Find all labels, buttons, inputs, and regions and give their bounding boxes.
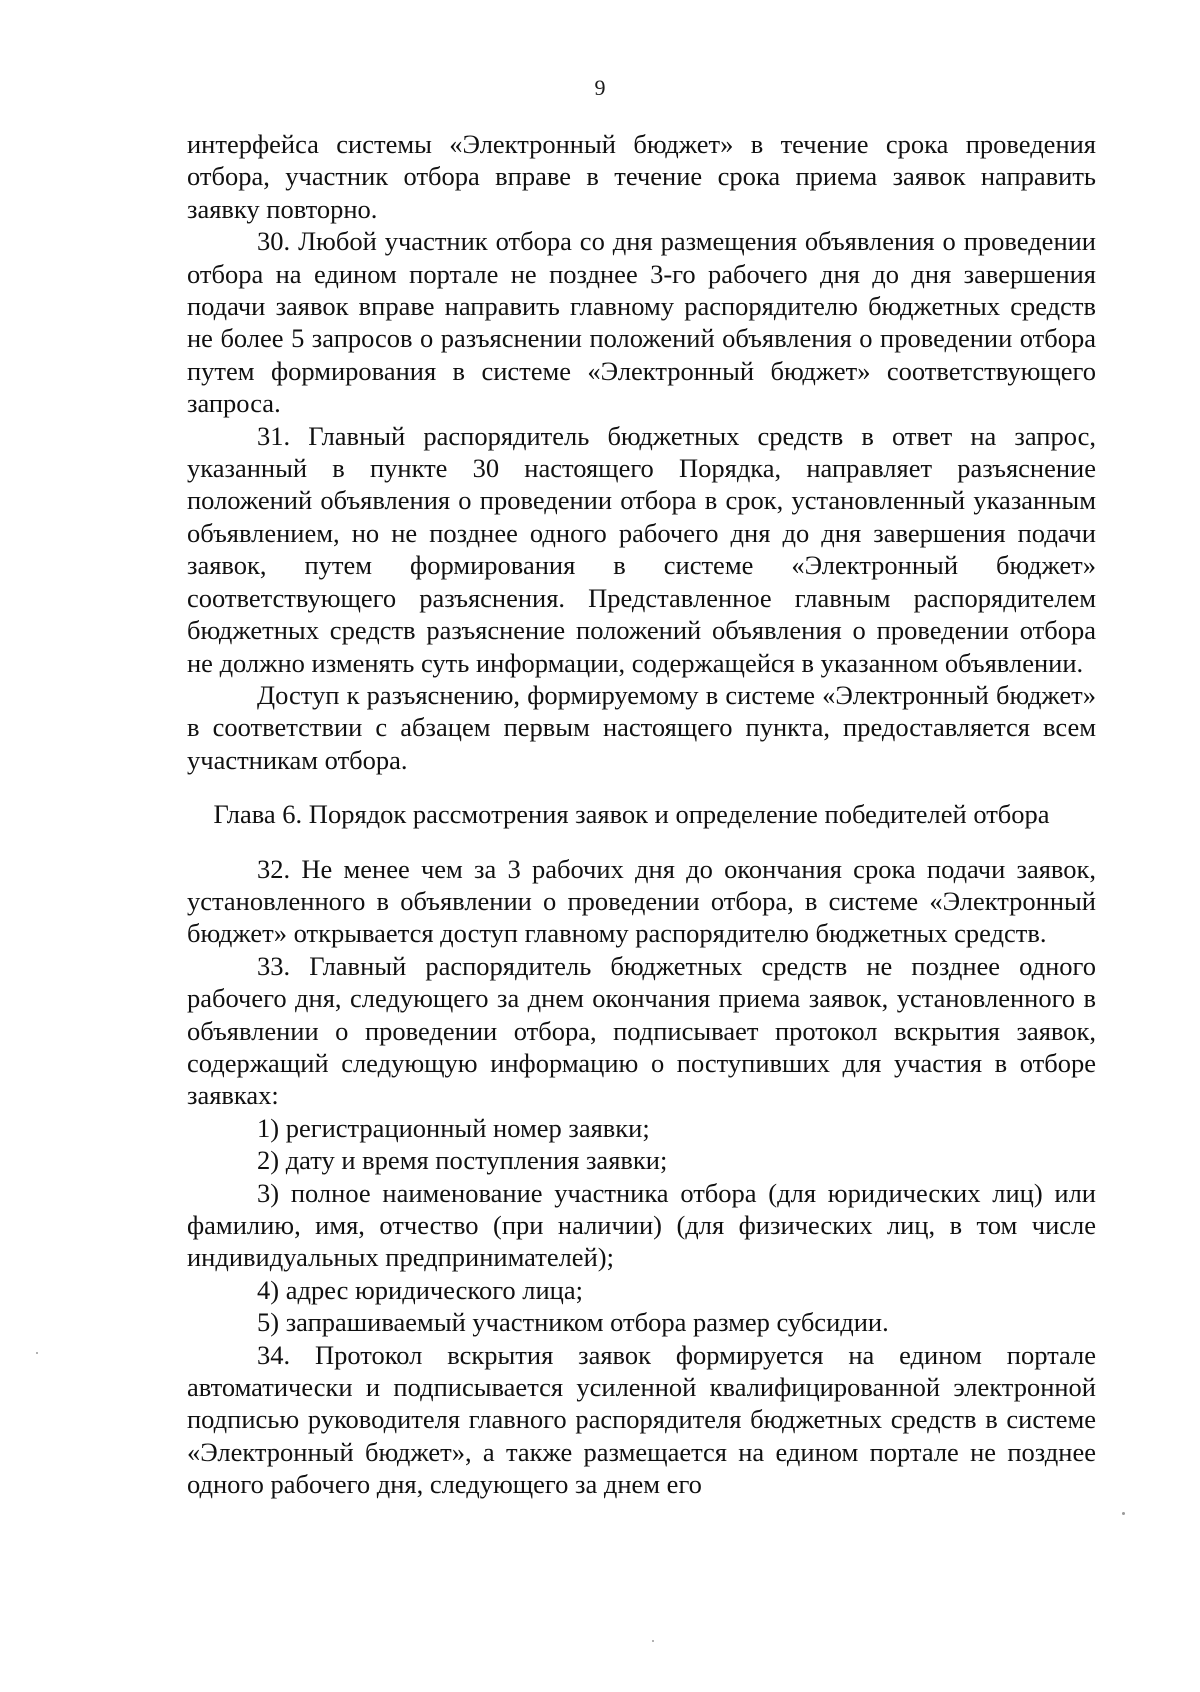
- scan-speck: [36, 1352, 38, 1354]
- paragraph-31-access: Доступ к разъяснению, формируемому в системе «Электронный бюджет» в соответствии с абзацем первым настоящего пункта, предоставляется всем участникам отбора.: [187, 679, 1096, 775]
- page-number: 9: [594, 75, 606, 100]
- paragraph-33: 33. Главный распорядитель бюджетных средств не позднее одного рабочего дня, следующего за днем окончания приема заявок, установленного в объявлении о проведении отбора, подписывает протокол вскрытия заявок, содержащий следующую информацию о поступивших для участия в отборе заявках:: [187, 950, 1096, 1111]
- paragraph-32: 32. Не менее чем за 3 рабочих дня до окончания срока подачи заявок, установленного в объявлении о проведении отбора, в системе «Электронный бюджет» открывается доступ главному распорядителю бюджетных средств.: [187, 853, 1096, 949]
- list-item-5: 5) запрашиваемый участником отбора размер субсидии.: [257, 1307, 889, 1338]
- paragraph-34: 34. Протокол вскрытия заявок формируется на едином портале автоматически и подписывается усиленной квалифицированной электронной подписью руководителя главного распорядителя бюджетных средств в системе «Электронный бюджет», а также размещается на едином портале не позднее одного рабочего дня, следующего за днем его: [187, 1339, 1096, 1500]
- paragraph-31: 31. Главный распорядитель бюджетных средств в ответ на запрос, указанный в пункте 30 настоящего Порядка, направляет разъяснение положений объявления о проведении отбора в срок, установленный указанным объявлением, но не позднее одного рабочего дня до дня завершения подачи заявок, путем формирования в системе «Электронный бюджет» соответствующего разъяснения. Представленное главным распорядителем бюджетных средств разъяснение положений объявления о проведении отбора не должно изменять суть информации, содержащейся в указанном объявлении.: [187, 420, 1096, 678]
- list-item-1: 1) регистрационный номер заявки;: [257, 1112, 650, 1143]
- list-item-2: 2) дату и время поступления заявки;: [257, 1145, 668, 1176]
- scan-speck: [1122, 1512, 1125, 1515]
- paragraph-30: 30. Любой участник отбора со дня размещения объявления о проведении отбора на едином портале не позднее 3-го рабочего дня до дня завершения подачи заявок вправе направить главному распорядителю бюджетных средств не более 5 запросов о разъяснении положений объявления о проведении отбора путем формирования в системе «Электронный бюджет» соответствующего запроса.: [187, 226, 1096, 419]
- paragraph-continuation: интерфейса системы «Электронный бюджет» в течение срока проведения отбора, участник отбора вправе в течение срока приема заявок направить заявку повторно.: [187, 129, 1096, 224]
- list-item-3: 3) полное наименование участника отбора (для юридических лиц) или фамилию, имя, отчество (при наличии) (для физических лиц, в том числе индивидуальных предпринимателей);: [187, 1177, 1096, 1273]
- list-item-4: 4) адрес юридического лица;: [257, 1274, 583, 1305]
- scan-speck: [652, 1640, 654, 1642]
- document-body: [187, 128, 1096, 1501]
- chapter-6-heading: Глава 6. Порядок рассмотрения заявок и определение победителей отбора: [213, 799, 1050, 830]
